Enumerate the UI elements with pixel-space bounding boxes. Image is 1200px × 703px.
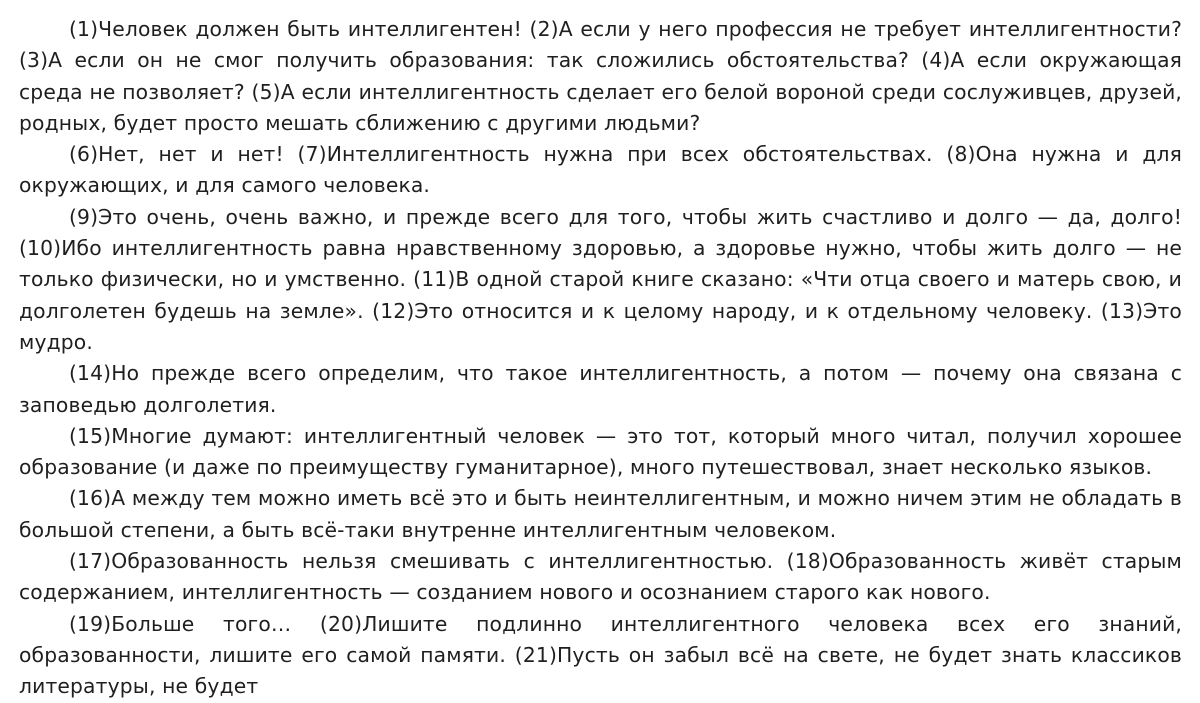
paragraph-1: (1)Человек должен быть интеллигентен! (2)А если у него профессия не требует интеллигентности? (3)А если он не смог получить образования: так сложились обстоятельства? (4)А если окружающая среда не позволяет? (5)А если интеллигентность сделает его белой вороной среди сослуживцев, друзей, родных, будет просто мешать сближению с другими людьми? bbox=[19, 17, 1182, 135]
paragraph-3: (9)Это очень, очень важно, и прежде всего для того, чтобы жить счастливо и долго — да, долго! (10)Ибо интеллигентность равна нравственному здоровью, а здоровье нужно, чтобы жить долго — не только физически, но и умственно. (11)В одной старой книге сказано: «Чти отца своего и матерь свою, и долголетен будешь на земле». (12)Это относится и к целому народу, и к отдельному человеку. (13)Это мудро. bbox=[19, 204, 1182, 354]
paragraph-4: (14)Но прежде всего определим, что такое интеллигентность, а потом — почему она связана с заповедью долголетия. bbox=[19, 361, 1182, 417]
paragraph-5: (15)Многие думают: интеллигентный человек — это тот, который много читал, получил хорошее образование (и даже по преимуществу гуманитарное), много путешествовал, знает несколько языков. bbox=[19, 423, 1182, 480]
paragraph-2: (6)Нет, нет и нет! (7)Интеллигентность нужна при всех обстоятельствах. (8)Она нужна и для окружающих, и для самого человека. bbox=[19, 142, 1182, 198]
paragraph-6: (16)А между тем можно иметь всё это и быть неинтеллигентным, и можно ничем этим не обладать в большой степени, а быть всё-таки внутренне интеллигентным человеком. bbox=[19, 486, 1182, 542]
paragraph-8: (19)Больше того… (20)Лишите подлинно интеллигентного человека всех его знаний, образованности, лишите его самой памяти. (21)Пусть он забыл всё на свете, не будет знать классиков литературы, не будет bbox=[19, 611, 1182, 699]
paragraph-7: (17)Образованность нельзя смешивать с интеллигентностью. (18)Образованность живёт старым содержанием, интеллигентность — созданием нового и осознанием старого как нового. bbox=[19, 549, 1182, 605]
document-text bbox=[19, 14, 1182, 703]
